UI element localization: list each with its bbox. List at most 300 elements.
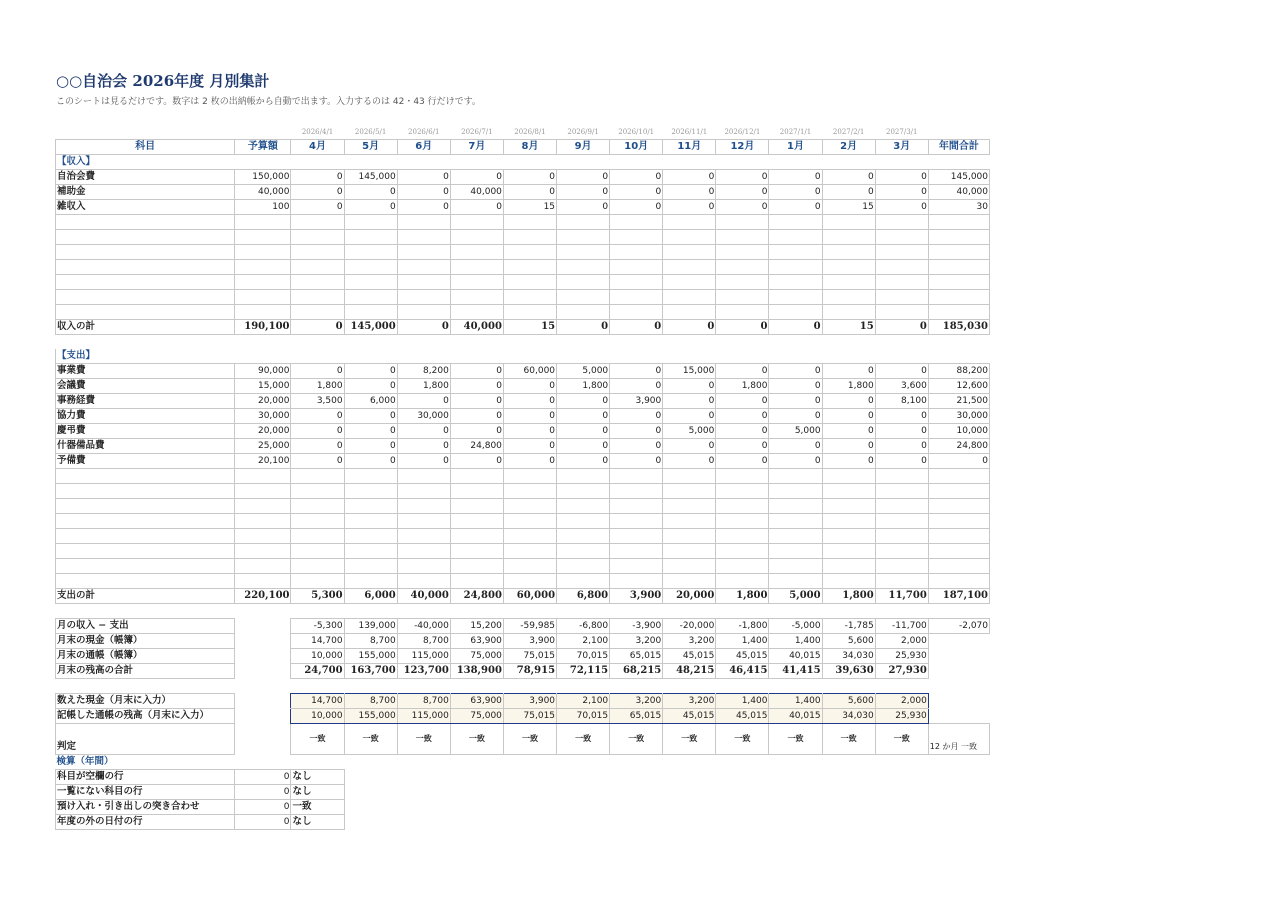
empty-cell xyxy=(875,559,928,574)
empty-cell xyxy=(235,559,291,574)
empty-cell xyxy=(557,544,610,559)
empty-cell xyxy=(716,245,769,260)
row-label: 月末の現金（帳簿） xyxy=(56,634,235,649)
month-value: 0 xyxy=(291,200,344,215)
empty-cell xyxy=(397,514,450,529)
input-cell[interactable]: 8,700 xyxy=(344,694,397,709)
blank-cell xyxy=(235,709,291,724)
net-row xyxy=(56,619,990,634)
annual-total: 40,000 xyxy=(928,185,989,200)
empty-cell xyxy=(769,290,822,305)
empty-cell xyxy=(769,245,822,260)
empty-cell xyxy=(875,574,928,589)
empty-cell xyxy=(450,275,503,290)
empty-cell xyxy=(291,559,344,574)
month-value: 1,800 xyxy=(822,379,875,394)
budget-value: 15,000 xyxy=(235,379,291,394)
judge-value: 一致 xyxy=(503,724,556,755)
blank-cell xyxy=(928,664,989,679)
month-value: 0 xyxy=(557,409,610,424)
row-label: 会議費 xyxy=(56,379,235,394)
month-value: 0 xyxy=(610,439,663,454)
input-cell[interactable]: 65,015 xyxy=(610,709,663,724)
empty-cell xyxy=(928,529,989,544)
empty-cell xyxy=(822,559,875,574)
empty-cell xyxy=(610,290,663,305)
empty-cell xyxy=(235,275,291,290)
input-cell[interactable]: 63,900 xyxy=(450,694,503,709)
empty-cell xyxy=(875,290,928,305)
month-date: 2026/9/1 xyxy=(567,128,599,136)
empty-cell xyxy=(397,260,450,275)
blank-cell xyxy=(557,770,610,785)
month-value: 0 xyxy=(769,170,822,185)
month-value: 0 xyxy=(875,200,928,215)
month-value: 8,700 xyxy=(344,634,397,649)
blank-cell xyxy=(769,785,822,800)
month-value: 0 xyxy=(344,409,397,424)
empty-cell xyxy=(769,484,822,499)
month-value: 20,000 xyxy=(663,589,716,604)
empty-cell xyxy=(397,499,450,514)
empty-cell xyxy=(450,499,503,514)
judge-value: 一致 xyxy=(716,724,769,755)
empty-cell xyxy=(928,544,989,559)
month-value: 24,800 xyxy=(450,589,503,604)
empty-cell xyxy=(663,230,716,245)
empty-cell xyxy=(716,260,769,275)
header-month: 9月 xyxy=(557,140,610,155)
row-label: 事業費 xyxy=(56,364,235,379)
month-value: 14,700 xyxy=(291,634,344,649)
empty-cell xyxy=(822,260,875,275)
month-value: 0 xyxy=(450,424,503,439)
input-cell[interactable]: 3,200 xyxy=(610,694,663,709)
header-month: 8月 xyxy=(503,140,556,155)
month-value: 0 xyxy=(450,379,503,394)
empty-cell xyxy=(397,215,450,230)
row-label: 補助金 xyxy=(56,185,235,200)
month-value: 0 xyxy=(291,170,344,185)
month-value: 1,800 xyxy=(557,379,610,394)
empty-cell xyxy=(397,469,450,484)
empty-cell xyxy=(716,275,769,290)
expense-total-row xyxy=(56,589,990,604)
empty-cell xyxy=(716,574,769,589)
blank-cell xyxy=(769,815,822,830)
empty-cell xyxy=(769,230,822,245)
month-value: 24,800 xyxy=(450,439,503,454)
empty-cell xyxy=(610,245,663,260)
month-value: 0 xyxy=(557,170,610,185)
empty-cell xyxy=(557,245,610,260)
month-value: 0 xyxy=(344,379,397,394)
empty-cell xyxy=(503,215,556,230)
empty-cell xyxy=(822,484,875,499)
input-cell[interactable]: 3,900 xyxy=(503,694,556,709)
input-cell[interactable]: 8,700 xyxy=(397,694,450,709)
budget-value: 20,000 xyxy=(235,394,291,409)
month-value: 0 xyxy=(822,409,875,424)
empty-cell xyxy=(503,499,556,514)
month-value: 3,500 xyxy=(291,394,344,409)
income-total-row xyxy=(56,320,990,335)
empty-cell xyxy=(663,514,716,529)
annual-total: 12,600 xyxy=(928,379,989,394)
empty-cell xyxy=(450,574,503,589)
input-cell[interactable]: 10,000 xyxy=(291,709,344,724)
month-value: 15,000 xyxy=(663,364,716,379)
month-value: 8,200 xyxy=(397,364,450,379)
audit-result: なし xyxy=(291,815,344,830)
month-value: 0 xyxy=(769,185,822,200)
month-value: 0 xyxy=(397,424,450,439)
month-date: 2026/11/1 xyxy=(671,128,708,136)
empty-cell xyxy=(56,290,235,305)
month-value: 0 xyxy=(610,364,663,379)
empty-cell xyxy=(875,245,928,260)
month-value: 15 xyxy=(503,200,556,215)
month-value: -5,000 xyxy=(769,619,822,634)
empty-cell xyxy=(344,469,397,484)
month-value: 115,000 xyxy=(397,649,450,664)
month-value: 0 xyxy=(822,454,875,469)
empty-cell xyxy=(56,215,235,230)
input-cell[interactable]: 2,000 xyxy=(875,694,928,709)
empty-cell xyxy=(610,484,663,499)
empty-cell xyxy=(663,469,716,484)
input-cell[interactable]: 5,600 xyxy=(822,694,875,709)
date-row xyxy=(56,125,990,140)
empty-cell xyxy=(344,275,397,290)
empty-cell xyxy=(928,230,989,245)
row-label: 自治会費 xyxy=(56,170,235,185)
month-value: 0 xyxy=(557,439,610,454)
empty-cell xyxy=(291,305,344,320)
annual-total: 88,200 xyxy=(928,364,989,379)
month-value: 30,000 xyxy=(397,409,450,424)
input-cell[interactable]: 75,000 xyxy=(450,709,503,724)
empty-cell xyxy=(822,245,875,260)
month-value: 0 xyxy=(291,320,344,335)
empty-cell xyxy=(344,514,397,529)
empty-cell xyxy=(397,484,450,499)
judge-value: 一致 xyxy=(610,724,663,755)
month-date: 2026/8/1 xyxy=(514,128,546,136)
audit-count: 0 xyxy=(235,785,291,800)
empty-cell xyxy=(663,484,716,499)
budget-value: 90,000 xyxy=(235,364,291,379)
month-value: 0 xyxy=(769,409,822,424)
empty-cell xyxy=(291,499,344,514)
month-value: 0 xyxy=(557,454,610,469)
blank-cell xyxy=(716,785,769,800)
input-cell[interactable]: 115,000 xyxy=(397,709,450,724)
month-value: 8,700 xyxy=(397,634,450,649)
annual-total: 0 xyxy=(928,454,989,469)
judge-value: 一致 xyxy=(344,724,397,755)
month-value: -1,785 xyxy=(822,619,875,634)
empty-cell xyxy=(344,484,397,499)
month-value: -6,800 xyxy=(557,619,610,634)
month-date: 2026/6/1 xyxy=(408,128,440,136)
empty-cell xyxy=(450,559,503,574)
month-value: 0 xyxy=(875,424,928,439)
blank-cell xyxy=(235,694,291,709)
input-cell[interactable]: 34,030 xyxy=(822,709,875,724)
empty-cell xyxy=(235,469,291,484)
cash-book-row xyxy=(56,634,990,649)
month-value: 0 xyxy=(769,394,822,409)
month-value: 0 xyxy=(397,454,450,469)
empty-cell xyxy=(450,290,503,305)
empty-cell xyxy=(450,215,503,230)
budget-value: 20,000 xyxy=(235,424,291,439)
month-value: 46,415 xyxy=(716,664,769,679)
empty-cell xyxy=(56,305,235,320)
blank-cell xyxy=(822,770,875,785)
month-value: 0 xyxy=(291,439,344,454)
audit-count: 0 xyxy=(235,800,291,815)
input-cell[interactable]: 40,015 xyxy=(769,709,822,724)
month-value: 0 xyxy=(663,454,716,469)
empty-cell xyxy=(663,215,716,230)
empty-cell xyxy=(291,484,344,499)
blank-cell xyxy=(875,770,928,785)
blank-cell xyxy=(56,125,235,140)
empty-cell xyxy=(610,230,663,245)
empty-cell xyxy=(503,544,556,559)
empty-cell xyxy=(822,215,875,230)
month-value: 2,000 xyxy=(875,634,928,649)
spacer-row xyxy=(56,679,990,694)
empty-cell xyxy=(503,260,556,275)
judge-value: 一致 xyxy=(291,724,344,755)
audit-count: 0 xyxy=(235,770,291,785)
empty-cell xyxy=(397,245,450,260)
empty-cell xyxy=(291,544,344,559)
month-value: 0 xyxy=(610,454,663,469)
empty-cell xyxy=(557,514,610,529)
blank-cell xyxy=(450,800,503,815)
row-label: 数えた現金（月末に入力） xyxy=(56,694,235,709)
empty-cell xyxy=(663,499,716,514)
blank-cell xyxy=(928,694,989,709)
month-value: 0 xyxy=(503,170,556,185)
empty-cell xyxy=(397,275,450,290)
month-value: 34,030 xyxy=(822,649,875,664)
empty-row xyxy=(56,469,990,484)
empty-cell xyxy=(235,230,291,245)
empty-cell xyxy=(56,514,235,529)
empty-cell xyxy=(663,305,716,320)
header-month: 11月 xyxy=(663,140,716,155)
empty-cell xyxy=(503,305,556,320)
input-cell[interactable]: 3,200 xyxy=(663,694,716,709)
month-value: 0 xyxy=(610,424,663,439)
month-value: 63,900 xyxy=(450,634,503,649)
section-heading: 【支出】 xyxy=(56,349,990,364)
input-cell[interactable]: 1,400 xyxy=(769,694,822,709)
month-date: 2027/3/1 xyxy=(886,128,918,136)
empty-row xyxy=(56,514,990,529)
empty-cell xyxy=(344,245,397,260)
judge-value: 一致 xyxy=(397,724,450,755)
annual-total: -2,070 xyxy=(928,619,989,634)
month-value: 0 xyxy=(663,200,716,215)
spacer xyxy=(56,679,990,694)
empty-cell xyxy=(928,514,989,529)
empty-cell xyxy=(291,215,344,230)
empty-cell xyxy=(557,469,610,484)
month-value: 8,100 xyxy=(875,394,928,409)
blank-cell xyxy=(663,770,716,785)
input-cell[interactable]: 2,100 xyxy=(557,694,610,709)
empty-cell xyxy=(503,230,556,245)
month-value: 11,700 xyxy=(875,589,928,604)
empty-cell xyxy=(822,230,875,245)
input-cell[interactable]: 14,700 xyxy=(291,694,344,709)
empty-cell xyxy=(875,484,928,499)
blank-cell xyxy=(769,800,822,815)
month-value: 15 xyxy=(503,320,556,335)
input-cell[interactable]: 75,015 xyxy=(503,709,556,724)
input-cell[interactable]: 155,000 xyxy=(344,709,397,724)
month-value: 0 xyxy=(716,364,769,379)
audit-row xyxy=(56,800,990,815)
empty-cell xyxy=(610,544,663,559)
header-month: 12月 xyxy=(716,140,769,155)
empty-cell xyxy=(610,574,663,589)
month-value: 0 xyxy=(769,379,822,394)
month-date: 2026/4/1 xyxy=(301,128,334,136)
expense-row xyxy=(56,454,990,469)
month-value: 0 xyxy=(344,200,397,215)
empty-row xyxy=(56,215,990,230)
month-value: 0 xyxy=(344,185,397,200)
month-value: 1,800 xyxy=(397,379,450,394)
audit-result: なし xyxy=(291,785,344,800)
month-value: 41,415 xyxy=(769,664,822,679)
empty-cell xyxy=(822,544,875,559)
empty-cell xyxy=(450,514,503,529)
row-label: 月末の残高の合計 xyxy=(56,664,235,679)
empty-cell xyxy=(716,559,769,574)
empty-cell xyxy=(235,544,291,559)
empty-cell xyxy=(344,230,397,245)
blank-cell xyxy=(397,815,450,830)
month-value: 0 xyxy=(822,439,875,454)
empty-cell xyxy=(56,469,235,484)
blank-cell xyxy=(610,800,663,815)
empty-cell xyxy=(235,290,291,305)
blank-cell xyxy=(716,800,769,815)
blank-cell xyxy=(610,815,663,830)
month-value: 5,000 xyxy=(557,364,610,379)
month-value: 0 xyxy=(663,409,716,424)
annual-total: 10,000 xyxy=(928,424,989,439)
blank-cell xyxy=(235,125,291,140)
month-value: 0 xyxy=(450,364,503,379)
passbook-balance-row xyxy=(56,709,990,724)
empty-cell xyxy=(450,529,503,544)
month-value: 0 xyxy=(397,200,450,215)
month-value: 27,930 xyxy=(875,664,928,679)
month-value: -1,800 xyxy=(716,619,769,634)
annual-total: 185,030 xyxy=(928,320,989,335)
empty-cell xyxy=(663,529,716,544)
empty-cell xyxy=(822,574,875,589)
blank-cell xyxy=(450,815,503,830)
blank-cell xyxy=(344,785,397,800)
input-cell[interactable]: 70,015 xyxy=(557,709,610,724)
empty-cell xyxy=(291,230,344,245)
empty-cell xyxy=(503,484,556,499)
blank-cell xyxy=(397,785,450,800)
empty-cell xyxy=(769,574,822,589)
month-value: 145,000 xyxy=(344,320,397,335)
blank-cell xyxy=(928,785,989,800)
month-value: 48,215 xyxy=(663,664,716,679)
month-date: 2026/12/1 xyxy=(724,128,761,136)
expense-row xyxy=(56,409,990,424)
month-value: 15 xyxy=(822,320,875,335)
blank-cell xyxy=(450,785,503,800)
empty-cell xyxy=(769,514,822,529)
month-value: 60,000 xyxy=(503,589,556,604)
empty-cell xyxy=(503,574,556,589)
empty-cell xyxy=(716,230,769,245)
empty-cell xyxy=(397,544,450,559)
month-value: 0 xyxy=(822,424,875,439)
input-cell[interactable]: 25,930 xyxy=(875,709,928,724)
month-value: 5,000 xyxy=(663,424,716,439)
expense-row xyxy=(56,439,990,454)
empty-cell xyxy=(822,290,875,305)
month-value: 24,700 xyxy=(291,664,344,679)
empty-cell xyxy=(875,275,928,290)
blank-cell xyxy=(235,724,291,755)
empty-cell xyxy=(503,514,556,529)
month-value: 65,015 xyxy=(610,649,663,664)
empty-cell xyxy=(557,290,610,305)
annual-total: 30 xyxy=(928,200,989,215)
month-value: 0 xyxy=(344,424,397,439)
month-value: 0 xyxy=(450,454,503,469)
expense-row xyxy=(56,394,990,409)
empty-cell xyxy=(769,559,822,574)
month-value: 70,015 xyxy=(557,649,610,664)
input-cell[interactable]: 45,015 xyxy=(663,709,716,724)
month-value: 0 xyxy=(503,185,556,200)
month-value: 0 xyxy=(875,454,928,469)
empty-row xyxy=(56,305,990,320)
empty-cell xyxy=(450,305,503,320)
input-cell[interactable]: 45,015 xyxy=(716,709,769,724)
month-value: -20,000 xyxy=(663,619,716,634)
month-value: 5,000 xyxy=(769,589,822,604)
month-value: 0 xyxy=(610,170,663,185)
input-cell[interactable]: 1,400 xyxy=(716,694,769,709)
month-value: 0 xyxy=(716,424,769,439)
month-value: 0 xyxy=(503,394,556,409)
empty-cell xyxy=(397,529,450,544)
empty-cell xyxy=(56,230,235,245)
audit-row xyxy=(56,785,990,800)
month-value: 0 xyxy=(875,364,928,379)
month-value: 3,900 xyxy=(503,634,556,649)
empty-row xyxy=(56,544,990,559)
